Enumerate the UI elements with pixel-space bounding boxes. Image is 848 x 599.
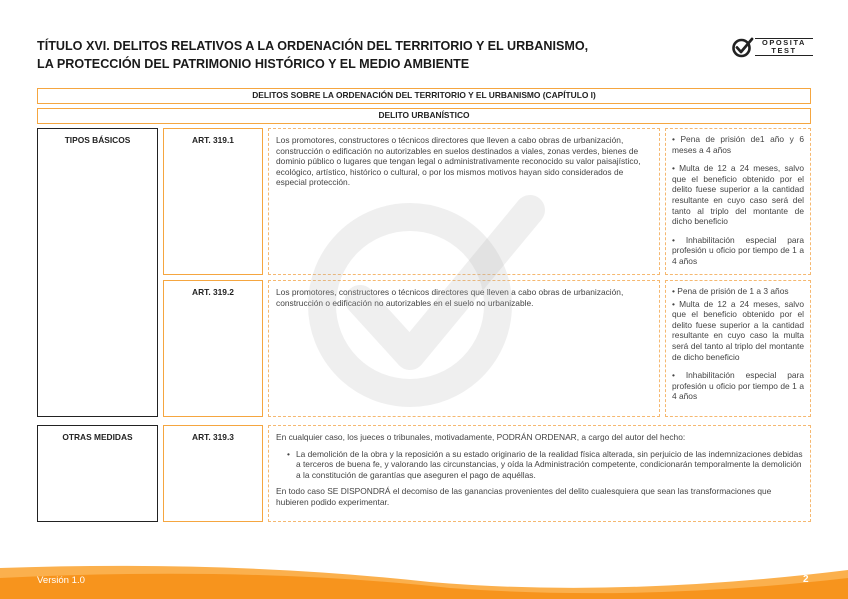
penalty-item: • Pena de prisión de1 año y 6 meses a 4 años: [672, 134, 804, 155]
version-label: Versión 1.0: [37, 575, 86, 586]
penalty-item: • Multa de 12 a 24 meses, salvo que el beneficio obtenido por el delito fuese superior a la cantidad resultante en cuyo caso la multa será del tanto al triplo del montante de dicho beneficio: [672, 298, 804, 362]
oposita-test-logo: [731, 34, 815, 60]
logo-word-bottom: TEST: [771, 46, 797, 55]
penalty-item: • Pena de prisión de 1 a 3 años: [672, 286, 789, 296]
footer-band: [0, 560, 848, 599]
penalty-item: • Inhabilitación especial para profesión u oficio por tiempo de 1 a 4 años: [672, 370, 804, 402]
chapter-bar: DELITOS SOBRE LA ORDENACIÓN DEL TERRITORIO Y EL URBANISMO (CAPÍTULO I): [37, 88, 811, 104]
art-319-2-label: ART. 319.2: [163, 280, 263, 417]
art-319-2-penalties: [665, 280, 811, 417]
otras-medidas-bullet: • La demolición de la obra y la reposición a su estado originario de la realidad física alterada, sin perjuicio de las indemnizaciones debidas a terceros de buena fe, y valorando las circunstancias, y oída la Administración competente, condicionarán temporalmente la demolición a la constitución de garantías que aseguren el pago de aquéllas.: [276, 449, 803, 481]
footer-wave: [0, 560, 848, 599]
penalty-item: • Inhabilitación especial para profesión u oficio por tiempo de 1 a 4 años: [672, 234, 804, 266]
art-319-1-description: Los promotores, constructores o técnicos directores que lleven a cabo obras de urbanización, construcción o edificación no autorizables en suelos destinados a viales, zonas verdes, bienes de dominio público o lugares que tengan legal o administrativamente reconocido su valor paisajístico, ecológico, artístico, histórico o cultural, o por los mismos motivos hayan sido considerados de especial protección.: [268, 128, 660, 275]
art-319-1-penalties: [665, 128, 811, 275]
logo-word-top: OPOSITA: [762, 38, 806, 47]
art-319-3-label: ART. 319.3: [163, 425, 263, 522]
title-line-2: LA PROTECCIÓN DEL PATRIMONIO HISTÓRICO Y EL MEDIO AMBIENTE: [37, 56, 470, 71]
page-title: [37, 38, 657, 73]
penalty-item: • Multa de 12 a 24 meses, salvo que el beneficio obtenido por el delito fuese superior a la cantidad resultante en cuyo caso será del tanto al triplo del montante de dicho beneficio: [672, 163, 804, 227]
title-line-1: TÍTULO XVI. DELITOS RELATIVOS A LA ORDENACIÓN DEL TERRITORIO Y EL URBANISMO,: [37, 39, 589, 53]
tipos-basicos-label: TIPOS BÁSICOS: [37, 128, 158, 417]
art-319-2-description: Los promotores, constructores o técnicos directores que lleven a cabo obras de urbanización, construcción o edificación no autorizables en el suelo no urbanizable.: [268, 280, 660, 417]
art-319-3-description: [268, 425, 811, 522]
otras-medidas-closing: En todo caso SE DISPONDRÁ el decomiso de las ganancias provenientes del delito cualesquiera que sean las transformaciones que hubieren podido experimentar.: [276, 486, 772, 507]
page-number: 2: [803, 574, 809, 585]
art-319-1-label: ART. 319.1: [163, 128, 263, 275]
otras-medidas-intro: En cualquier caso, los jueces o tribunales, motivadamente, PODRÁN ORDENAR, a cargo del autor del hecho:: [276, 432, 686, 442]
otras-medidas-label: OTRAS MEDIDAS: [37, 425, 158, 522]
section-bar: DELITO URBANÍSTICO: [37, 108, 811, 124]
check-circle-icon: [731, 35, 755, 59]
